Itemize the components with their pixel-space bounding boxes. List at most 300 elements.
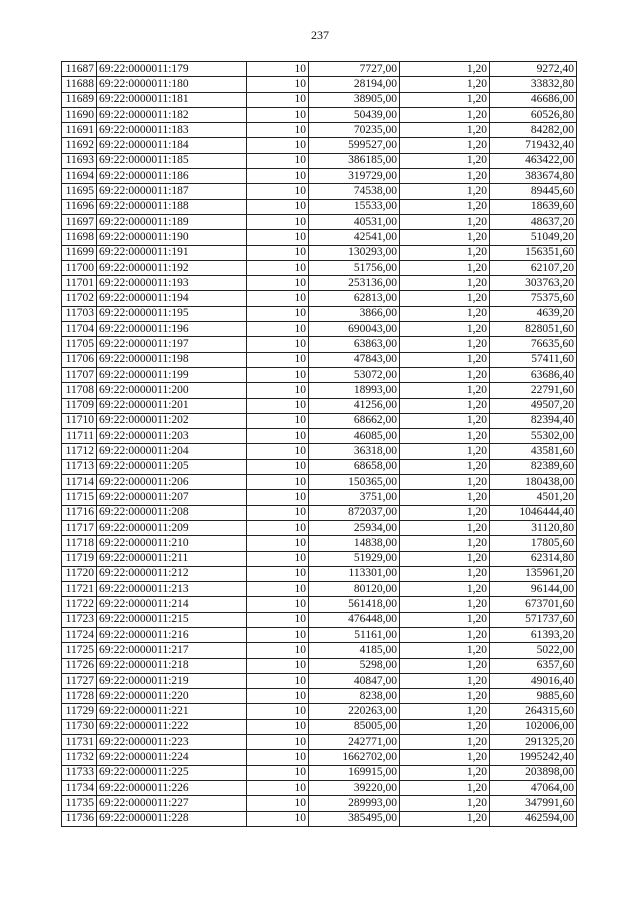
coefficient-cell: 1,20	[400, 597, 490, 612]
cost-cell: 3866,00	[309, 306, 400, 321]
row-number: 11707	[62, 367, 97, 382]
total-cell: 17805,60	[490, 536, 577, 551]
row-number: 11714	[62, 475, 97, 490]
coefficient-cell: 1,20	[400, 276, 490, 291]
cadastral-number: 69:22:0000011:195	[97, 306, 247, 321]
rate-cell: 10	[247, 520, 309, 535]
cadastral-number: 69:22:0000011:209	[97, 520, 247, 535]
rate-cell: 10	[247, 765, 309, 780]
row-number: 11698	[62, 230, 97, 245]
total-cell: 347991,60	[490, 796, 577, 811]
cadastral-number: 69:22:0000011:192	[97, 260, 247, 275]
cadastral-number: 69:22:0000011:200	[97, 383, 247, 398]
page-number: 237	[311, 28, 329, 42]
cost-cell: 18993,00	[309, 383, 400, 398]
cadastral-number: 69:22:0000011:218	[97, 658, 247, 673]
cost-cell: 169915,00	[309, 765, 400, 780]
table-row	[62, 306, 577, 321]
total-cell: 96144,00	[490, 582, 577, 597]
total-cell: 33832,80	[490, 77, 577, 92]
table-row	[62, 597, 577, 612]
cost-cell: 40847,00	[309, 673, 400, 688]
row-number: 11706	[62, 352, 97, 367]
table-row	[62, 475, 577, 490]
cadastral-number: 69:22:0000011:227	[97, 796, 247, 811]
rate-cell: 10	[247, 811, 309, 826]
total-cell: 180438,00	[490, 475, 577, 490]
cadastral-number: 69:22:0000011:212	[97, 566, 247, 581]
coefficient-cell: 1,20	[400, 475, 490, 490]
table-row	[62, 260, 577, 275]
cost-cell: 85005,00	[309, 719, 400, 734]
cost-cell: 690043,00	[309, 322, 400, 337]
coefficient-cell: 1,20	[400, 566, 490, 581]
coefficient-cell: 1,20	[400, 459, 490, 474]
total-cell: 1995242,40	[490, 750, 577, 765]
coefficient-cell: 1,20	[400, 719, 490, 734]
table-row	[62, 750, 577, 765]
coefficient-cell: 1,20	[400, 750, 490, 765]
total-cell: 4501,20	[490, 490, 577, 505]
coefficient-cell: 1,20	[400, 62, 490, 77]
rate-cell: 10	[247, 169, 309, 184]
row-number: 11729	[62, 704, 97, 719]
rate-cell: 10	[247, 597, 309, 612]
row-number: 11731	[62, 735, 97, 750]
rate-cell: 10	[247, 490, 309, 505]
rate-cell: 10	[247, 413, 309, 428]
coefficient-cell: 1,20	[400, 490, 490, 505]
total-cell: 43581,60	[490, 444, 577, 459]
rate-cell: 10	[247, 796, 309, 811]
table-row	[62, 658, 577, 673]
row-number: 11709	[62, 398, 97, 413]
rate-cell: 10	[247, 459, 309, 474]
total-cell: 719432,40	[490, 138, 577, 153]
table-row	[62, 505, 577, 520]
row-number: 11728	[62, 689, 97, 704]
rate-cell: 10	[247, 429, 309, 444]
total-cell: 62314,80	[490, 551, 577, 566]
total-cell: 4639,20	[490, 306, 577, 321]
coefficient-cell: 1,20	[400, 77, 490, 92]
cadastral-number: 69:22:0000011:194	[97, 291, 247, 306]
rate-cell: 10	[247, 383, 309, 398]
table-row	[62, 77, 577, 92]
row-number: 11704	[62, 322, 97, 337]
cadastral-number: 69:22:0000011:223	[97, 735, 247, 750]
cost-cell: 385495,00	[309, 811, 400, 826]
cadastral-number: 69:22:0000011:189	[97, 214, 247, 229]
cadastral-number: 69:22:0000011:184	[97, 138, 247, 153]
cadastral-number: 69:22:0000011:225	[97, 765, 247, 780]
cadastral-number: 69:22:0000011:206	[97, 475, 247, 490]
cadastral-number: 69:22:0000011:220	[97, 689, 247, 704]
coefficient-cell: 1,20	[400, 780, 490, 795]
rate-cell: 10	[247, 658, 309, 673]
cadastral-number: 69:22:0000011:205	[97, 459, 247, 474]
rate-cell: 10	[247, 92, 309, 107]
cadastral-number: 69:22:0000011:182	[97, 107, 247, 122]
coefficient-cell: 1,20	[400, 735, 490, 750]
coefficient-cell: 1,20	[400, 107, 490, 122]
rate-cell: 10	[247, 612, 309, 627]
total-cell: 76635,60	[490, 337, 577, 352]
coefficient-cell: 1,20	[400, 260, 490, 275]
rate-cell: 10	[247, 566, 309, 581]
coefficient-cell: 1,20	[400, 658, 490, 673]
cost-cell: 3751,00	[309, 490, 400, 505]
cadastral-number: 69:22:0000011:181	[97, 92, 247, 107]
row-number: 11730	[62, 719, 97, 734]
table-row	[62, 352, 577, 367]
total-cell: 9885,60	[490, 689, 577, 704]
cadastral-number: 69:22:0000011:201	[97, 398, 247, 413]
total-cell: 84282,00	[490, 123, 577, 138]
table-row	[62, 62, 577, 77]
coefficient-cell: 1,20	[400, 811, 490, 826]
rate-cell: 10	[247, 673, 309, 688]
rate-cell: 10	[247, 214, 309, 229]
cadastral-number: 69:22:0000011:199	[97, 367, 247, 382]
cost-cell: 1662702,00	[309, 750, 400, 765]
cadastral-number: 69:22:0000011:202	[97, 413, 247, 428]
cadastral-number: 69:22:0000011:183	[97, 123, 247, 138]
row-number: 11717	[62, 520, 97, 535]
rate-cell: 10	[247, 505, 309, 520]
cost-cell: 386185,00	[309, 153, 400, 168]
total-cell: 291325,20	[490, 735, 577, 750]
coefficient-cell: 1,20	[400, 398, 490, 413]
total-cell: 1046444,40	[490, 505, 577, 520]
cost-cell: 5298,00	[309, 658, 400, 673]
cadastral-number: 69:22:0000011:187	[97, 184, 247, 199]
cost-cell: 62813,00	[309, 291, 400, 306]
total-cell: 383674,80	[490, 169, 577, 184]
row-number: 11719	[62, 551, 97, 566]
cost-cell: 53072,00	[309, 367, 400, 382]
table-row	[62, 643, 577, 658]
row-number: 11687	[62, 62, 97, 77]
table-row	[62, 689, 577, 704]
rate-cell: 10	[247, 260, 309, 275]
cadastral-number: 69:22:0000011:228	[97, 811, 247, 826]
cost-cell: 28194,00	[309, 77, 400, 92]
coefficient-cell: 1,20	[400, 322, 490, 337]
coefficient-cell: 1,20	[400, 612, 490, 627]
cadastral-number: 69:22:0000011:179	[97, 62, 247, 77]
rate-cell: 10	[247, 77, 309, 92]
total-cell: 49507,20	[490, 398, 577, 413]
rate-cell: 10	[247, 337, 309, 352]
table-row	[62, 107, 577, 122]
cadastral-number: 69:22:0000011:196	[97, 322, 247, 337]
rate-cell: 10	[247, 536, 309, 551]
table-row	[62, 536, 577, 551]
row-number: 11715	[62, 490, 97, 505]
row-number: 11708	[62, 383, 97, 398]
coefficient-cell: 1,20	[400, 123, 490, 138]
table-row	[62, 230, 577, 245]
cadastral-number: 69:22:0000011:221	[97, 704, 247, 719]
rate-cell: 10	[247, 245, 309, 260]
rate-cell: 10	[247, 704, 309, 719]
rate-cell: 10	[247, 199, 309, 214]
table-row	[62, 566, 577, 581]
row-number: 11695	[62, 184, 97, 199]
table-row	[62, 627, 577, 642]
table-row	[62, 735, 577, 750]
cost-cell: 253136,00	[309, 276, 400, 291]
total-cell: 82394,40	[490, 413, 577, 428]
cost-cell: 63863,00	[309, 337, 400, 352]
coefficient-cell: 1,20	[400, 796, 490, 811]
rate-cell: 10	[247, 627, 309, 642]
row-number: 11699	[62, 245, 97, 260]
coefficient-cell: 1,20	[400, 153, 490, 168]
row-number: 11725	[62, 643, 97, 658]
total-cell: 6357,60	[490, 658, 577, 673]
rate-cell: 10	[247, 444, 309, 459]
table-row	[62, 214, 577, 229]
rate-cell: 10	[247, 735, 309, 750]
cost-cell: 476448,00	[309, 612, 400, 627]
total-cell: 47064,00	[490, 780, 577, 795]
cadastral-number: 69:22:0000011:213	[97, 582, 247, 597]
cadastral-number: 69:22:0000011:214	[97, 597, 247, 612]
total-cell: 673701,60	[490, 597, 577, 612]
cadastral-number: 69:22:0000011:216	[97, 627, 247, 642]
coefficient-cell: 1,20	[400, 551, 490, 566]
table-row	[62, 673, 577, 688]
coefficient-cell: 1,20	[400, 138, 490, 153]
table-row	[62, 367, 577, 382]
row-number: 11694	[62, 169, 97, 184]
cost-cell: 39220,00	[309, 780, 400, 795]
rate-cell: 10	[247, 780, 309, 795]
row-number: 11732	[62, 750, 97, 765]
total-cell: 135961,20	[490, 566, 577, 581]
cost-cell: 80120,00	[309, 582, 400, 597]
coefficient-cell: 1,20	[400, 643, 490, 658]
table-row	[62, 444, 577, 459]
rate-cell: 10	[247, 123, 309, 138]
coefficient-cell: 1,20	[400, 169, 490, 184]
table-row	[62, 92, 577, 107]
table-row	[62, 123, 577, 138]
total-cell: 303763,20	[490, 276, 577, 291]
cost-cell: 47843,00	[309, 352, 400, 367]
registry-table-body	[62, 62, 577, 827]
coefficient-cell: 1,20	[400, 536, 490, 551]
cost-cell: 130293,00	[309, 245, 400, 260]
cost-cell: 51161,00	[309, 627, 400, 642]
cadastral-number: 69:22:0000011:191	[97, 245, 247, 260]
total-cell: 9272,40	[490, 62, 577, 77]
rate-cell: 10	[247, 230, 309, 245]
row-number: 11718	[62, 536, 97, 551]
cost-cell: 36318,00	[309, 444, 400, 459]
cadastral-number: 69:22:0000011:186	[97, 169, 247, 184]
total-cell: 463422,00	[490, 153, 577, 168]
coefficient-cell: 1,20	[400, 306, 490, 321]
cadastral-number: 69:22:0000011:224	[97, 750, 247, 765]
cost-cell: 113301,00	[309, 566, 400, 581]
cost-cell: 42541,00	[309, 230, 400, 245]
coefficient-cell: 1,20	[400, 92, 490, 107]
cadastral-number: 69:22:0000011:204	[97, 444, 247, 459]
cost-cell: 8238,00	[309, 689, 400, 704]
table-row	[62, 169, 577, 184]
table-row	[62, 796, 577, 811]
table-row	[62, 765, 577, 780]
row-number: 11692	[62, 138, 97, 153]
total-cell: 203898,00	[490, 765, 577, 780]
cadastral-number: 69:22:0000011:217	[97, 643, 247, 658]
coefficient-cell: 1,20	[400, 413, 490, 428]
cost-cell: 38905,00	[309, 92, 400, 107]
cadastral-number: 69:22:0000011:197	[97, 337, 247, 352]
coefficient-cell: 1,20	[400, 184, 490, 199]
row-number: 11688	[62, 77, 97, 92]
table-row	[62, 413, 577, 428]
coefficient-cell: 1,20	[400, 352, 490, 367]
table-row	[62, 199, 577, 214]
table-row	[62, 612, 577, 627]
cost-cell: 872037,00	[309, 505, 400, 520]
table-row	[62, 276, 577, 291]
table-row	[62, 322, 577, 337]
cadastral-number: 69:22:0000011:188	[97, 199, 247, 214]
table-row	[62, 780, 577, 795]
table-row	[62, 245, 577, 260]
row-number: 11735	[62, 796, 97, 811]
row-number: 11720	[62, 566, 97, 581]
rate-cell: 10	[247, 306, 309, 321]
row-number: 11691	[62, 123, 97, 138]
cost-cell: 15533,00	[309, 199, 400, 214]
total-cell: 828051,60	[490, 322, 577, 337]
row-number: 11723	[62, 612, 97, 627]
cost-cell: 74538,00	[309, 184, 400, 199]
total-cell: 60526,80	[490, 107, 577, 122]
cadastral-number: 69:22:0000011:203	[97, 429, 247, 444]
cadastral-number: 69:22:0000011:198	[97, 352, 247, 367]
registry-table-container	[61, 61, 577, 827]
total-cell: 48637,20	[490, 214, 577, 229]
total-cell: 264315,60	[490, 704, 577, 719]
row-number: 11702	[62, 291, 97, 306]
cost-cell: 150365,00	[309, 475, 400, 490]
table-row	[62, 429, 577, 444]
rate-cell: 10	[247, 750, 309, 765]
total-cell: 49016,40	[490, 673, 577, 688]
total-cell: 571737,60	[490, 612, 577, 627]
cost-cell: 561418,00	[309, 597, 400, 612]
rate-cell: 10	[247, 689, 309, 704]
rate-cell: 10	[247, 643, 309, 658]
table-row	[62, 291, 577, 306]
row-number: 11690	[62, 107, 97, 122]
rate-cell: 10	[247, 398, 309, 413]
coefficient-cell: 1,20	[400, 520, 490, 535]
row-number: 11689	[62, 92, 97, 107]
rate-cell: 10	[247, 138, 309, 153]
total-cell: 18639,60	[490, 199, 577, 214]
row-number: 11701	[62, 276, 97, 291]
table-row	[62, 153, 577, 168]
coefficient-cell: 1,20	[400, 582, 490, 597]
table-row	[62, 398, 577, 413]
rate-cell: 10	[247, 62, 309, 77]
table-row	[62, 490, 577, 505]
table-row	[62, 520, 577, 535]
coefficient-cell: 1,20	[400, 444, 490, 459]
coefficient-cell: 1,20	[400, 199, 490, 214]
cost-cell: 25934,00	[309, 520, 400, 535]
row-number: 11724	[62, 627, 97, 642]
row-number: 11712	[62, 444, 97, 459]
coefficient-cell: 1,20	[400, 765, 490, 780]
cadastral-number: 69:22:0000011:207	[97, 490, 247, 505]
table-row	[62, 811, 577, 826]
rate-cell: 10	[247, 107, 309, 122]
row-number: 11736	[62, 811, 97, 826]
cadastral-number: 69:22:0000011:211	[97, 551, 247, 566]
cost-cell: 599527,00	[309, 138, 400, 153]
row-number: 11696	[62, 199, 97, 214]
cost-cell: 51929,00	[309, 551, 400, 566]
cost-cell: 7727,00	[309, 62, 400, 77]
cadastral-number: 69:22:0000011:193	[97, 276, 247, 291]
table-row	[62, 383, 577, 398]
rate-cell: 10	[247, 322, 309, 337]
coefficient-cell: 1,20	[400, 337, 490, 352]
total-cell: 46686,00	[490, 92, 577, 107]
cadastral-number: 69:22:0000011:185	[97, 153, 247, 168]
cost-cell: 51756,00	[309, 260, 400, 275]
cadastral-number: 69:22:0000011:208	[97, 505, 247, 520]
rate-cell: 10	[247, 475, 309, 490]
cost-cell: 70235,00	[309, 123, 400, 138]
cadastral-number: 69:22:0000011:180	[97, 77, 247, 92]
total-cell: 51049,20	[490, 230, 577, 245]
rate-cell: 10	[247, 184, 309, 199]
total-cell: 462594,00	[490, 811, 577, 826]
total-cell: 102006,00	[490, 719, 577, 734]
rate-cell: 10	[247, 153, 309, 168]
row-number: 11727	[62, 673, 97, 688]
total-cell: 61393,20	[490, 627, 577, 642]
total-cell: 75375,60	[490, 291, 577, 306]
row-number: 11705	[62, 337, 97, 352]
cost-cell: 68658,00	[309, 459, 400, 474]
rate-cell: 10	[247, 291, 309, 306]
coefficient-cell: 1,20	[400, 367, 490, 382]
coefficient-cell: 1,20	[400, 689, 490, 704]
table-row	[62, 138, 577, 153]
table-row	[62, 184, 577, 199]
row-number: 11722	[62, 597, 97, 612]
total-cell: 82389,60	[490, 459, 577, 474]
registry-table	[61, 61, 577, 827]
rate-cell: 10	[247, 352, 309, 367]
rate-cell: 10	[247, 367, 309, 382]
row-number: 11726	[62, 658, 97, 673]
coefficient-cell: 1,20	[400, 627, 490, 642]
total-cell: 89445,60	[490, 184, 577, 199]
rate-cell: 10	[247, 719, 309, 734]
